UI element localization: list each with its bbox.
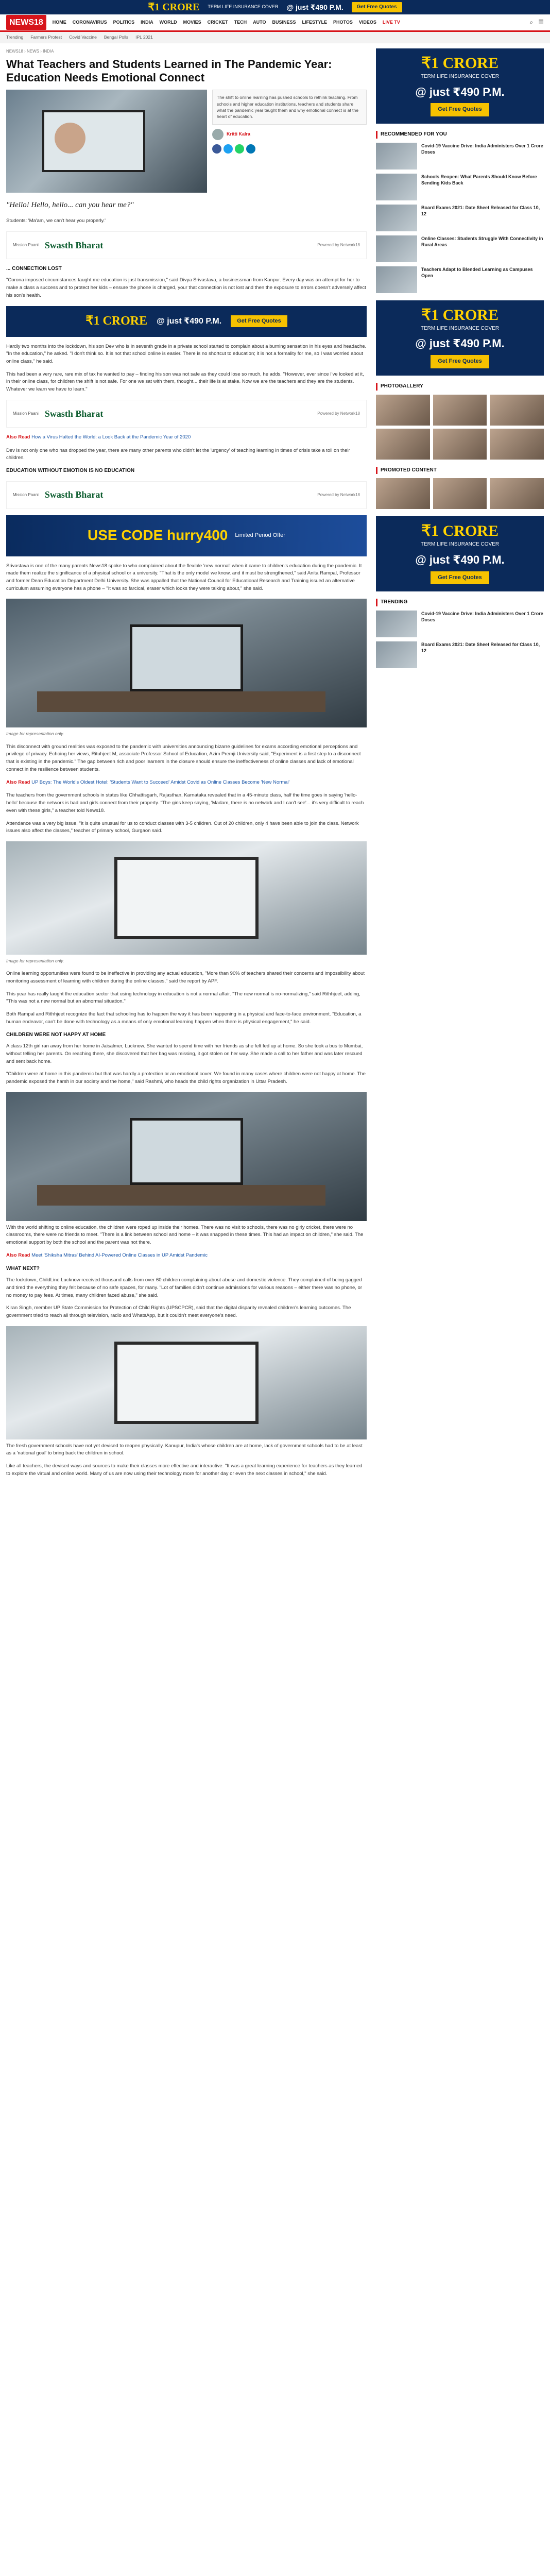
recommended-heading: RECOMMENDED FOR YOU (376, 131, 544, 139)
paragraph: Attendance was a very big issue. "It is quite unusual for us to conduct classes with 3-5 children. Out of 20 children, only 4 have been able to join the class. Network issues also affect the classes," teacher of primary school, Gurgaon said. (6, 820, 359, 834)
also-read-link[interactable]: UP Boys: The World's Oldest Hotel: 'Students Want to Succeed' Amidst Covid as Online Classes Become 'New Normal' (31, 779, 290, 785)
search-icon[interactable]: ⌕ (529, 18, 534, 26)
paragraph: This disconnect with ground realities was exposed to the pandemic with universities announcing bizarre guidelines for exams according emotional perceptions and privilege of privacy. Echoing her views, Rituhjeet M, associate Professor School of Education, Azim Premji University said, "Experiment is a first step to a disconnect that is existing in the pandemic." The gap between rich and poor learners in the closure should ensure the ineffectiveness of online classes and lack of emotional connect in the resilience between students. (6, 743, 361, 772)
paragraph: This year has really taught the education sector that using technology in education is not a normal affair. "The new normal is no-normalizing," said Rithhjeet, adding, "This was not a new normal but an abnormal situation." (6, 991, 360, 1005)
nav-item[interactable]: AUTO (253, 19, 266, 25)
sponsor-label: Mission Paani (13, 492, 39, 497)
gallery-thumb[interactable] (433, 395, 487, 426)
sidebar (376, 43, 544, 1483)
gallery-thumb[interactable] (376, 429, 430, 460)
ad-tagline: TERM LIFE INSURANCE COVER (208, 4, 279, 10)
article-column (6, 43, 367, 1483)
ad-amount: ₹1 CRORE (85, 314, 148, 328)
gallery-thumb[interactable] (490, 395, 544, 426)
promoted-block (376, 467, 544, 510)
top-ad-banner[interactable] (0, 0, 550, 14)
ad-price: @ just ₹490 P.M. (157, 316, 222, 326)
recommended-item[interactable]: Board Exams 2021: Date Sheet Released for Class 10, 12 (376, 205, 544, 231)
ad-tagline: TERM LIFE INSURANCE COVER (420, 325, 500, 331)
ad-cta-button[interactable]: Get Free Quotes (431, 571, 489, 585)
sponsor-by: Powered by Network18 (317, 411, 360, 416)
photogallery-block (376, 383, 544, 460)
ad-price: @ just ₹490 P.M. (415, 85, 505, 98)
sponsor-banner[interactable] (6, 400, 367, 428)
sponsor-banner[interactable] (6, 231, 367, 259)
sponsor-title: Swasth Bharat (44, 489, 104, 500)
ad-amount: ₹1 CRORE (148, 1, 200, 13)
sponsor-label: Mission Paani (13, 411, 39, 416)
site-header (0, 14, 550, 32)
recommended-item[interactable]: Teachers Adapt to Blended Learning as Campuses Open (376, 266, 544, 293)
paragraph: Both Rampal and Rithhjeet recognize the fact that schooling has to happen the way it has been happening in a physical and face-to-face environment. "Education, a human endeavor, can't be done with technology as a means of only emotional learning happen when there is physical engagement," he said. (6, 1011, 362, 1025)
paragraph: With the world shifting to online education, the children were roped up inside their homes. There was no visit to schools, there was no girly cricket, there were no classrooms, there were no friends to meet. "There is a link between school and home – it was snapped in these times. This had an impact on children," she said. The emotional support by both the school and the parent was not there. (6, 1224, 364, 1246)
article-photo (6, 1326, 367, 1439)
article-lead-2: Students: 'Ma'am, we can't hear you properly.' (6, 218, 106, 224)
ad-cta-button[interactable]: Get Free Quotes (231, 315, 287, 328)
also-read-link[interactable]: How a Virus Halted the World: a Look Back at the Pandemic Year of 2020 (31, 434, 191, 440)
paragraph: Srivastava is one of the many parents News18 spoke to who complained about the flexible 'new normal' when it came to children's education during the pandemic. It made them realize the significance of a physical school or a university. "That is the only model we know, and it must be strengthened," said Anita Rampal, Professor and former Dean Education Department Delhi University. She was appalled that the National Council for Educational Research and Training issued an alternative curriculum assuming everyone has a phone – "It was so farcical, eraser which looks they were talking about," she said. (6, 563, 362, 591)
article-photo (6, 1092, 367, 1221)
article-summary: The shift to online learning has pushed schools to rethink teaching. From schools and higher education institutions, teachers and students share what the pandemic year taught them and why emotional connect is at the heart of education. (212, 90, 367, 124)
nav-item[interactable]: CORONAVIRUS (72, 19, 107, 25)
trending-heading: TRENDING (376, 599, 544, 606)
breadcrumb[interactable]: NEWS18 › NEWS › INDIA (6, 49, 54, 54)
nav-item[interactable]: WORLD (159, 19, 177, 25)
promoted-heading: PROMOTED CONTENT (376, 467, 544, 474)
trending-item[interactable]: Board Exams 2021: Date Sheet Released for Class 10, 12 (376, 641, 544, 668)
gallery-thumb[interactable] (433, 429, 487, 460)
promo-note: Limited Period Offer (235, 532, 285, 538)
ad-tagline: TERM LIFE INSURANCE COVER (420, 74, 500, 79)
subnav-item[interactable]: Covid Vaccine (69, 35, 97, 40)
paragraph: The teachers from the government schools in states like Chhattisgarh, Rajasthan, Karnataka revealed that in a 45-minute class, half the time goes in saying 'hello-hello' because the network is bad and girls connect from their property. "The girls keep saying, 'Madam, there is no network and I can't see'... it's very difficult to reach even with these girls," a teacher told News18. (6, 792, 364, 814)
ad-cta-button[interactable]: Get Free Quotes (431, 103, 489, 116)
nav-item[interactable]: HOME (52, 19, 66, 25)
promo-code: USE CODE hurry400 (88, 527, 228, 544)
ad-amount: ₹1 CRORE (421, 522, 499, 540)
sidebar-ad[interactable] (376, 48, 544, 124)
nav-item[interactable]: CRICKET (207, 19, 228, 25)
menu-icon[interactable]: ☰ (538, 18, 544, 26)
nav-item[interactable]: MOVIES (183, 19, 201, 25)
section-heading: WHAT NEXT? (6, 1265, 40, 1272)
inline-ad[interactable] (6, 306, 367, 337)
sponsor-banner[interactable] (6, 481, 367, 509)
sponsor-label: Mission Paani (13, 243, 39, 248)
promoted-thumb[interactable] (490, 478, 544, 509)
sidebar-ad[interactable] (376, 516, 544, 591)
sponsor-title: Swasth Bharat (44, 240, 104, 250)
promoted-thumb[interactable] (433, 478, 487, 509)
also-read[interactable] (6, 434, 367, 441)
article-title: What Teachers and Students Learned in The Pandemic Year: Education Needs Emotional Connect (6, 57, 332, 84)
subnav-item[interactable]: Farmers Protest (30, 35, 62, 40)
ad-price: @ just ₹490 P.M. (286, 3, 343, 11)
paragraph: The fresh government schools have not yet devised to reopen physically. Kanupur, India's whose children are at home, lack of government schools had to be at least as a 'national goal' to bring back the children in school. (6, 1443, 363, 1456)
trending-block (376, 599, 544, 668)
ad-amount: ₹1 CRORE (421, 55, 499, 72)
article-photo (6, 599, 367, 727)
article-lead: "Hello! Hello, hello... can you hear me?" (6, 201, 134, 210)
gallery-thumb[interactable] (376, 395, 430, 426)
also-read-link[interactable]: Meet 'Shiksha Mitras' Behind AI-Powered Online Classes in UP Amidst Pandemic (31, 1252, 208, 1258)
ad-amount: ₹1 CRORE (421, 306, 499, 324)
facebook-icon[interactable] (212, 144, 221, 154)
recommended-block (376, 131, 544, 293)
paragraph: Like all teachers, the devised ways and sources to make their classes more effective and interactive. "It was a great learning experience for teachers as they learned to explore the virtual and online world. Many of us are now using their technology more for another day or even the next classes in school," she said. (6, 1463, 363, 1477)
nav-item[interactable]: POLITICS (113, 19, 135, 25)
ad-tagline: TERM LIFE INSURANCE COVER (420, 541, 500, 548)
twitter-icon[interactable] (224, 144, 233, 154)
author-name[interactable]: Kritti Kalra (227, 131, 251, 137)
hero-image (6, 90, 207, 193)
nav-item[interactable]: PHOTOS (333, 19, 353, 25)
paragraph: The lockdown, ChildLine Lucknow received thousand calls from over 60 children complaining about abuse and domestic violence. They complained of being gagged and tired the everything they felt because of no safe spaces, for many. "Lot of families didn't continue admissions for various reasons – either there was no phone, or no money to pay fees. At times, many children faced abuse," she said. (6, 1277, 362, 1298)
promoted-thumb[interactable] (376, 478, 430, 509)
nav-item[interactable]: LIFESTYLE (302, 19, 328, 25)
recommended-item[interactable]: Online Classes: Students Struggle With Connectivity in Rural Areas (376, 235, 544, 262)
site-logo[interactable]: NEWS18 (6, 15, 46, 30)
sidebar-ad[interactable] (376, 300, 544, 376)
nav-item[interactable]: TECH (234, 19, 247, 25)
nav-item-live-tv[interactable]: LIVE TV (382, 19, 400, 25)
paragraph: "Children were at home in this pandemic but that was hardly a protection or an emotional cover. We found in many cases where children were not happy at home. The pandemic exposed the harsh in our society and the home," said Rashmi, who heads the child rights organization in Uttar Pradesh. (6, 1071, 366, 1084)
sponsor-title: Swasth Bharat (44, 408, 104, 419)
also-read-label: Also Read (6, 779, 30, 785)
paragraph: "Corona imposed circumstances taught me education is just transmission," said Divya Srivastava, a businessman from Kanpur. Every day was an attempt for her to make a class a success and to protect her kids – ensure the phone is charged, your that connection is not lost and then the exposure to errors doesn't adversely affect his son's health. (6, 277, 366, 298)
nav-item[interactable]: VIDEOS (358, 19, 376, 25)
ad-cta-button[interactable]: Get Free Quotes (352, 2, 402, 13)
gallery-thumb[interactable] (490, 429, 544, 460)
main-nav (53, 19, 524, 26)
promo-ad[interactable] (6, 515, 367, 556)
also-read[interactable] (6, 1252, 367, 1259)
whatsapp-icon[interactable] (235, 144, 244, 154)
subnav-item[interactable]: IPL 2021 (135, 35, 153, 40)
also-read-label: Also Read (6, 434, 30, 440)
subnav-item[interactable]: Trending (6, 35, 24, 40)
subnav-item[interactable]: Bengal Polls (104, 35, 129, 40)
ad-price: @ just ₹490 P.M. (415, 337, 505, 350)
ad-price: @ just ₹490 P.M. (415, 553, 505, 566)
photo-caption: Image for representation only. (6, 958, 64, 963)
article-photo (6, 841, 367, 955)
paragraph: Online learning opportunities were found to be ineffective in providing any actual education, "More than 90% of teachers shared their concerns and impossibility about monitoring assessment of learning with children during the online classes," said the report by APF. (6, 971, 365, 984)
share-bar (212, 144, 367, 154)
paragraph: This had been a very rare, rare mix of tax he wanted to pay – finding his son was not safe as they could lose so much, he adds. "However, ever since I've looked at it, in their online class, for children the shift is not safe. For one we sat with them, thought... their life is at stake. Now we are the teachers and they are the students. Whatever we learn we have to learn." (6, 371, 364, 393)
section-heading: ... CONNECTION LOST (6, 265, 62, 272)
also-read-label: Also Read (6, 1252, 30, 1258)
author-avatar (212, 129, 224, 140)
paragraph: Hardly two months into the lockdown, his son Dev who is in seventh grade in a private school started to complain about a burning sensation in his eyes and headache. "In the education," he asked. "I don't think so. It is not that school online is easier. There is no shortcut to education; it is not a formality for me, so I was worried about online class," he said. (6, 343, 367, 364)
photo-caption: Image for representation only. (6, 731, 64, 737)
section-heading: CHILDREN WERE NOT HAPPY AT HOME (6, 1031, 106, 1038)
recommended-item[interactable]: Covid-19 Vaccine Drive: India Administers Over 1 Crore Doses (376, 143, 544, 170)
sponsor-by: Powered by Network18 (317, 243, 360, 248)
section-heading: EDUCATION WITHOUT EMOTION IS NO EDUCATION (6, 468, 135, 474)
paragraph: A class 12th girl ran away from her home in Jaisalmer, Lucknow. She wanted to spend time with her friends as she felt fed up at home. So she took a bus to Mumbai, without telling her parents. On reaching there, she discovered that her bag was missing, it got stolen on her way. She made a call to her father and was later rescued and sent back home. (6, 1043, 363, 1064)
trending-item[interactable]: Covid-19 Vaccine Drive: India Administers Over 1 Crore Doses (376, 611, 544, 637)
recommended-item[interactable]: Schools Reopen: What Parents Should Know Before Sending Kids Back (376, 174, 544, 200)
nav-item[interactable]: BUSINESS (272, 19, 296, 25)
linkedin-icon[interactable] (246, 144, 255, 154)
photogallery-heading: PHOTOGALLERY (376, 383, 544, 391)
nav-item[interactable]: INDIA (141, 19, 153, 25)
paragraph: Dev is not only one who has dropped the year, there are many other parents who didn't let the 'urgency' of teaching learning in times of crisis take a toll on their children. (6, 447, 350, 461)
ad-cta-button[interactable]: Get Free Quotes (431, 355, 489, 368)
sponsor-by: Powered by Network18 (317, 492, 360, 497)
author-byline (212, 129, 367, 140)
paragraph: Kiran Singh, member UP State Commission for Protection of Child Rights (UPSCPCR), said that the digital disparity revealed children's learning outcomes. The government tried to reach all through television, radio and WhatsApp, but it couldn't meet everyone's need. (6, 1305, 351, 1318)
trending-bar (0, 32, 550, 43)
also-read[interactable] (6, 779, 367, 786)
